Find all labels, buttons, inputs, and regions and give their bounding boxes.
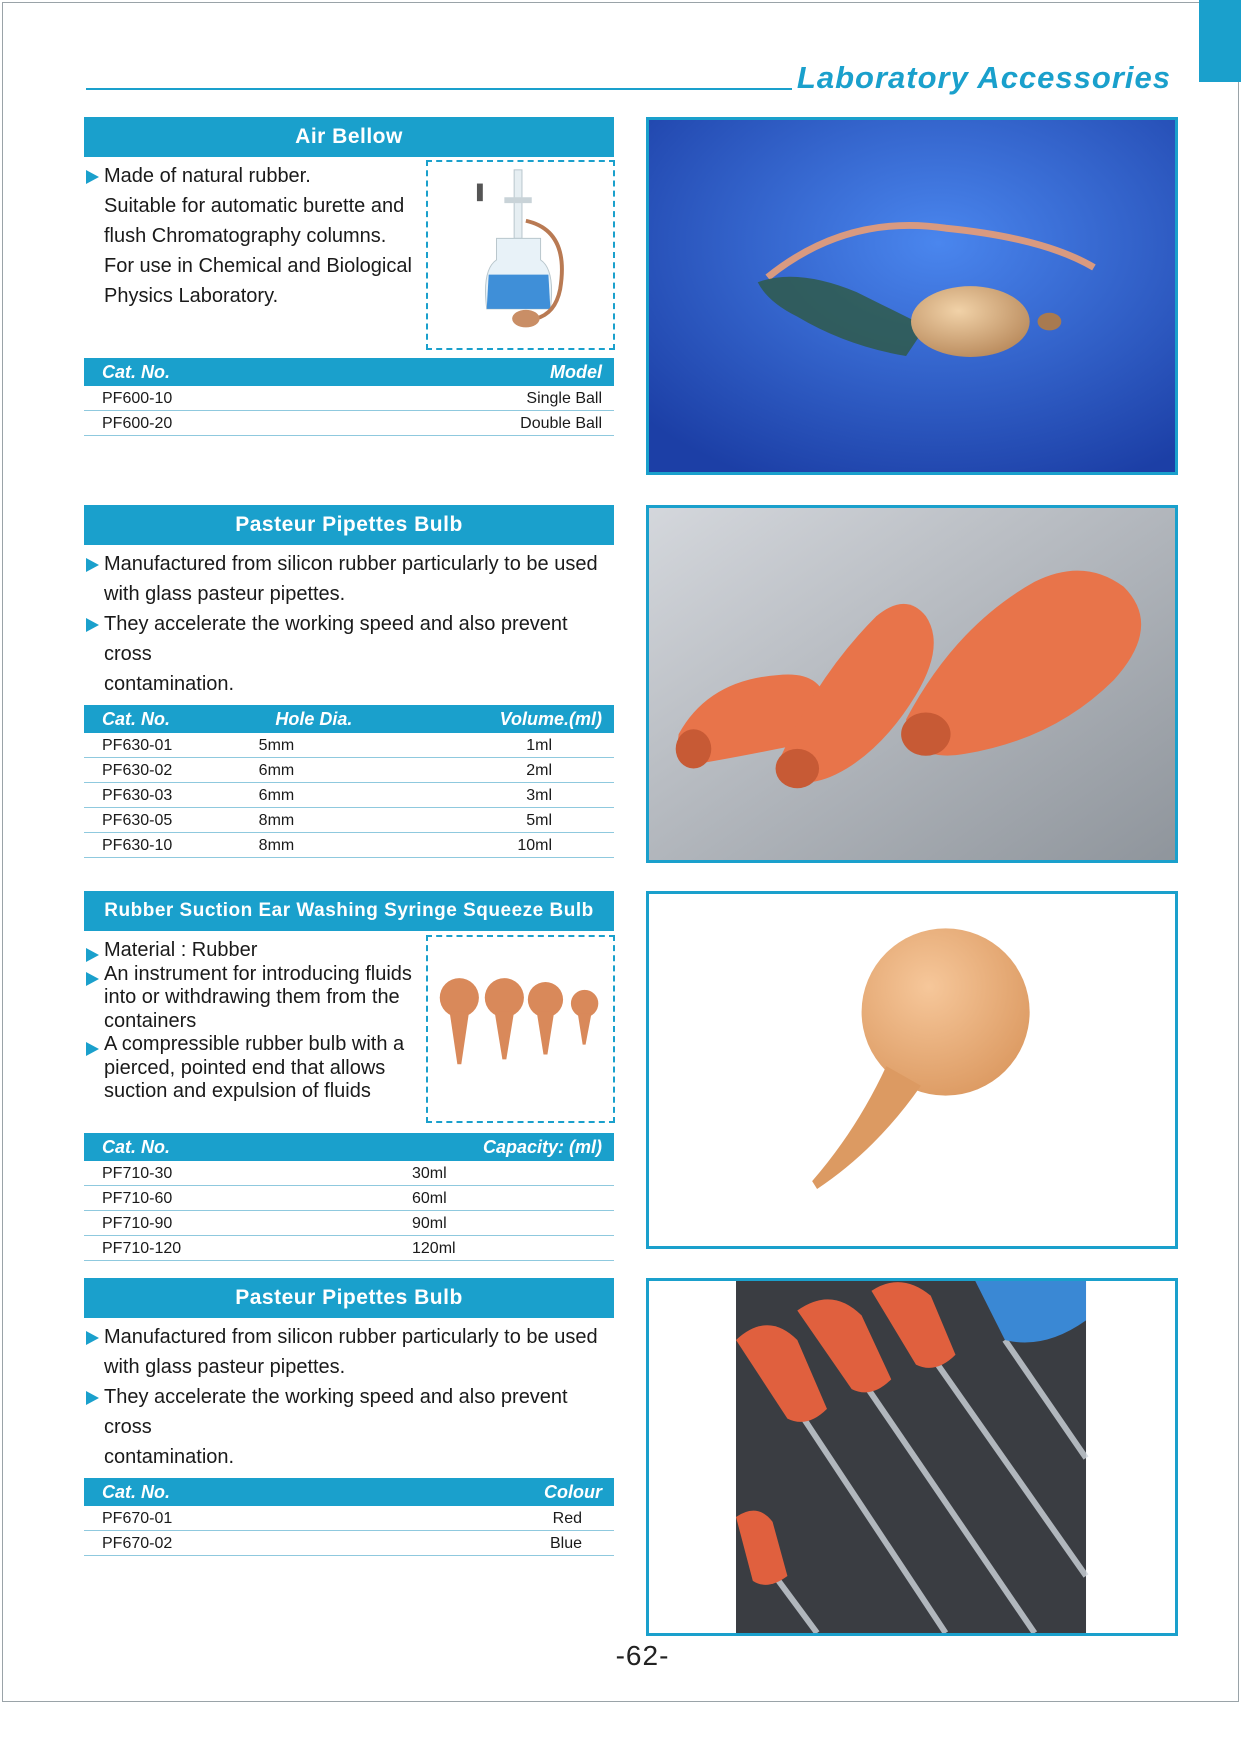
table-cell: PF710-30 — [102, 1165, 173, 1182]
bullet-text: Suitable for automatic burette and — [104, 195, 405, 217]
bullet-item: A compressible rubber bulb with a — [84, 1033, 424, 1057]
column-header-cat-no: Cat. No. — [102, 1481, 171, 1502]
bullet-item: They accelerate the working speed and also prevent cross — [84, 1382, 614, 1442]
section-pasteur-pipettes-bulb-2 — [84, 1278, 614, 1556]
bullet-text: contamination. — [104, 673, 235, 695]
table-cell: Single Ball — [526, 390, 602, 407]
table-cell: 6mm — [258, 762, 295, 779]
table-cell: Double Ball — [520, 415, 602, 432]
table-cell: 6mm — [258, 787, 295, 804]
four-bulbs-image — [428, 937, 613, 1121]
table-cell: PF710-90 — [102, 1215, 173, 1232]
table-row — [84, 1531, 614, 1556]
column-header-capacity: Capacity: (ml) — [482, 1136, 602, 1157]
bullet-item: Manufactured from silicon rubber particularly to be used — [84, 549, 614, 579]
table-cell: PF630-05 — [102, 812, 173, 829]
air-bellow-image — [649, 120, 1175, 472]
table-cell: Blue — [549, 1535, 582, 1552]
column-header-cat-no: Cat. No. — [102, 708, 171, 729]
column-header-volume: Volume.(ml) — [499, 708, 602, 729]
air-bellow-thumbnail — [426, 160, 615, 350]
table-cell: PF630-01 — [102, 737, 173, 754]
section-title: Pasteur Pipettes Bulb — [84, 1278, 614, 1318]
section-pasteur-pipettes-bulb-1 — [84, 505, 614, 858]
table-cell: 60ml — [412, 1190, 447, 1207]
table-row — [84, 808, 614, 833]
squeeze-bulb-photo — [646, 891, 1178, 1249]
bullet-text: containers — [104, 1009, 197, 1032]
table-row — [84, 783, 614, 808]
bullet-list — [84, 161, 424, 311]
table-cell: 2ml — [526, 762, 553, 779]
table-cell: 120ml — [412, 1240, 456, 1257]
table-cell: PF630-03 — [102, 787, 173, 804]
table-cell: 8mm — [258, 812, 295, 829]
table-cell: PF710-120 — [102, 1240, 182, 1257]
bullet-text: For use in Chemical and Biological — [104, 255, 412, 277]
pipette-bulbs-image — [649, 508, 1175, 860]
bullet-text: pierced, pointed end that allows — [104, 1056, 386, 1079]
column-header-cat-no: Cat. No. — [102, 1136, 171, 1157]
squeeze-bulb-thumbnail — [426, 935, 615, 1123]
table-cell: PF670-02 — [102, 1535, 173, 1552]
bullet-text: flush Chromatography columns. — [104, 225, 387, 247]
bullet-text: contamination. — [104, 1446, 235, 1468]
bullet-item: Made of natural rubber. — [84, 161, 424, 191]
column-header-model: Model — [550, 361, 602, 382]
table-row — [84, 833, 614, 858]
bullet-text: Physics Laboratory. — [104, 285, 279, 307]
burette-flask-image — [428, 162, 613, 348]
table-squeeze-bulb — [84, 1133, 614, 1261]
table-row — [84, 1236, 614, 1261]
table-row — [84, 1186, 614, 1211]
colored-pipettes-photo — [646, 1278, 1178, 1636]
table-cell: Red — [552, 1510, 582, 1527]
column-header-hole-dia: Hole Dia. — [275, 708, 353, 729]
table-cell: 10ml — [517, 837, 553, 854]
table-cell: PF600-10 — [102, 390, 173, 407]
table-cell: PF600-20 — [102, 415, 173, 432]
bullet-text: with glass pasteur pipettes. — [104, 1356, 346, 1378]
corner-tab — [1199, 0, 1241, 82]
table-row — [84, 1161, 614, 1186]
squeeze-bulb-image — [649, 894, 1175, 1246]
table-cell: 1ml — [526, 737, 553, 754]
table-cell: 8mm — [258, 837, 295, 854]
table-row — [84, 733, 614, 758]
column-header-colour: Colour — [544, 1481, 602, 1502]
table-cell: PF630-10 — [102, 837, 173, 854]
air-bellow-photo — [646, 117, 1178, 475]
bullet-text: into or withdrawing them from the — [104, 986, 400, 1008]
bullet-item: They accelerate the working speed and also prevent cross — [84, 609, 614, 669]
table-air-bellow — [84, 358, 614, 436]
section-title: Rubber Suction Ear Washing Syringe Squeeze Bulb — [84, 891, 614, 931]
table-cell: 90ml — [412, 1215, 447, 1232]
table-cell: 3ml — [526, 787, 553, 804]
bullet-text: with glass pasteur pipettes. — [104, 583, 346, 605]
table-cell: PF630-02 — [102, 762, 173, 779]
table-header — [84, 358, 614, 386]
bullet-item: An instrument for introducing fluids — [84, 963, 424, 987]
table-row — [84, 1211, 614, 1236]
table-cell: 30ml — [412, 1165, 447, 1182]
bullet-list — [84, 939, 424, 1104]
column-header-cat-no: Cat. No. — [102, 361, 171, 382]
table-row — [84, 1506, 614, 1531]
table-header — [84, 1133, 614, 1161]
table-row — [84, 386, 614, 411]
pipette-bulbs-photo — [646, 505, 1178, 863]
table-header — [84, 705, 614, 733]
header-rule — [86, 88, 792, 90]
table-cell: 5ml — [526, 812, 553, 829]
table-cell: PF670-01 — [102, 1510, 173, 1527]
bullet-list — [84, 1322, 614, 1472]
section-title: Air Bellow — [84, 117, 614, 157]
table-cell: PF710-60 — [102, 1190, 173, 1207]
table-cell: 5mm — [258, 737, 295, 754]
bullet-list — [84, 549, 614, 699]
page-number: -62- — [615, 1640, 670, 1671]
bullet-item: Material : Rubber — [84, 939, 424, 963]
bullet-text: suction and expulsion of fluids — [104, 1080, 371, 1102]
table-header — [84, 1478, 614, 1506]
table-row — [84, 758, 614, 783]
bullet-item: Manufactured from silicon rubber particularly to be used — [84, 1322, 614, 1352]
section-title: Pasteur Pipettes Bulb — [84, 505, 614, 545]
table-row — [84, 411, 614, 436]
colored-pipettes-image — [649, 1281, 1175, 1633]
page-header-title: Laboratory Accessories — [796, 60, 1171, 95]
